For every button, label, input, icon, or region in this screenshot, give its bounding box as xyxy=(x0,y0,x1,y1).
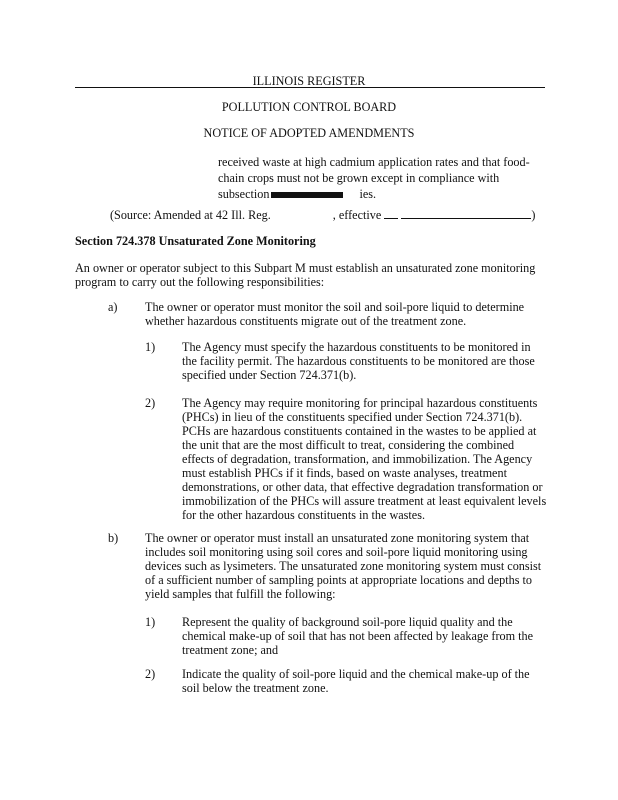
text-line: received waste at high cadmium application rates and that food- xyxy=(218,155,530,169)
text-line: must establish PHCs if it finds, based on waste analyses, treatment xyxy=(182,466,507,480)
register-title: ILLINOIS REGISTER xyxy=(252,74,366,88)
text-line: effects of degradation, transformation, and immobilization. The Agency xyxy=(182,452,533,466)
section-heading: Section 724.378 Unsaturated Zone Monitoring xyxy=(75,234,316,248)
text-line: soil below the treatment zone. xyxy=(182,681,329,695)
item-b2-text xyxy=(182,667,530,695)
text-line: whether hazardous constituents migrate out of the treatment zone. xyxy=(145,314,467,328)
blank-line xyxy=(384,208,398,219)
source-prefix: (Source: Amended at 42 Ill. Reg. xyxy=(110,208,271,222)
notice-title: NOTICE OF ADOPTED AMENDMENTS xyxy=(203,126,415,140)
text-line: treatment zone; and xyxy=(182,643,279,657)
subsection-label: a) xyxy=(108,300,118,314)
text-line: The Agency may require monitoring for principal hazardous constituents xyxy=(182,396,538,410)
carryover-text xyxy=(218,154,530,202)
text-line: PCHs are hazardous constituents contained in the wastes to be applied at xyxy=(182,424,537,438)
source-suffix: ) xyxy=(531,208,536,222)
board-title: POLLUTION CONTROL BOARD xyxy=(221,100,397,114)
source-note xyxy=(110,208,535,222)
text-line: of a sufficient number of sampling points at appropriate locations and depths to xyxy=(145,573,532,587)
item-a2-text xyxy=(182,396,546,522)
text-line: demonstrations, or other data, that effective degradation transformation or xyxy=(182,480,543,494)
header-rule xyxy=(75,87,545,88)
text-line: The Agency must specify the hazardous constituents to be monitored in xyxy=(182,340,531,354)
text-line: chemical make-up of soil that has not been affected by leakage from the xyxy=(182,629,534,643)
subsection-a-text xyxy=(145,300,524,328)
blank-line xyxy=(401,208,531,219)
subsection-label: b) xyxy=(108,531,119,545)
text-line: program to carry out the following responsibilities: xyxy=(75,275,325,289)
redaction-mark xyxy=(271,192,343,198)
item-label: 1) xyxy=(145,340,156,354)
source-effective: , effective xyxy=(332,208,382,222)
subsection-b-text xyxy=(145,531,541,601)
text-line: Indicate the quality of soil-pore liquid and the chemical make-up of the xyxy=(182,667,530,681)
text-line: includes soil monitoring using soil cores and soil-pore liquid monitoring using xyxy=(145,545,528,559)
text-line: yield samples that fulfill the following: xyxy=(145,587,336,601)
text-line: for the other hazardous constituents in the wastes. xyxy=(182,508,426,522)
item-label: 2) xyxy=(145,667,156,681)
text-line: the unit that are the most difficult to treat, considering the combined xyxy=(182,438,515,452)
text-line: The owner or operator must monitor the soil and soil-pore liquid to determine xyxy=(145,300,525,314)
text-line: An owner or operator subject to this Subpart M must establish an unsaturated zone monitoring xyxy=(75,261,536,275)
text-line: The owner or operator must install an unsaturated zone monitoring system that xyxy=(145,531,530,545)
text-line: specified under Section 724.371(b). xyxy=(182,368,357,382)
intro-paragraph xyxy=(75,261,535,289)
text-line: devices such as lysimeters. The unsaturated zone monitoring system must consist xyxy=(145,559,542,573)
item-label: 1) xyxy=(145,615,156,629)
text-fragment: ies. xyxy=(359,187,377,201)
text-line: chain crops must not be grown except in compliance with xyxy=(218,171,500,185)
text-line: Represent the quality of background soil-pore liquid quality and the xyxy=(182,615,513,629)
item-b1-text xyxy=(182,615,533,657)
text-line: the facility permit. The hazardous constituents to be monitored are those xyxy=(182,354,535,368)
text-line: (PHCs) in lieu of the constituents specified under Section 724.371(b). xyxy=(182,410,523,424)
item-a1-text xyxy=(182,340,535,382)
text-fragment: subsection xyxy=(218,187,270,201)
text-line: immobilization of the PHCs will assure treatment at least equivalent levels xyxy=(182,494,547,508)
text-line xyxy=(218,186,530,202)
item-label: 2) xyxy=(145,396,156,410)
